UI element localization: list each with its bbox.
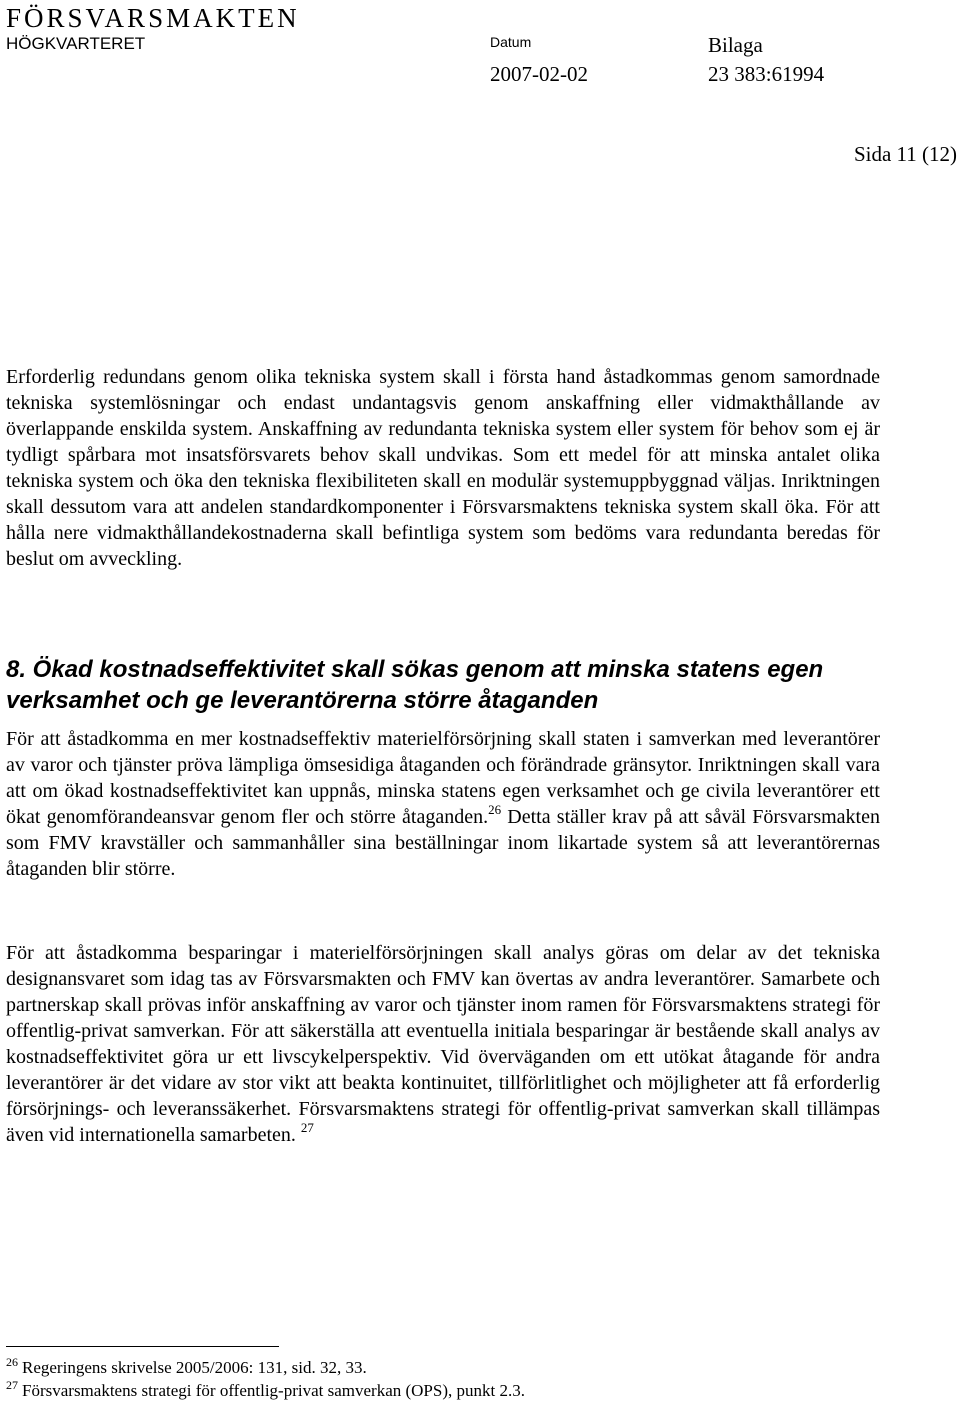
footnote-divider: [6, 1346, 279, 1347]
paragraph-savings: [6, 940, 880, 1148]
paragraph-text: Detta ställer krav på att såväl Försvarsmakten som FMV kravställer och sammanhåller sina beställningar inom likartade system så att leverantörernas åtaganden blir större.: [6, 806, 880, 880]
footnote-text: Försvarsmaktens strategi för offentlig-privat samverkan (OPS), punkt 2.3.: [22, 1381, 525, 1400]
footnotes: [6, 1356, 525, 1402]
date-label: Datum: [490, 34, 532, 50]
footnote-number: 27: [6, 1378, 18, 1392]
section-heading-8: 8. Ökad kostnadseffektivitet skall sökas genom att minska statens egen verksamhet och ge leverantörerna större åtaganden: [6, 656, 824, 714]
page-number: Sida 11 (12): [853, 142, 957, 166]
paragraph-redundancy: Erforderlig redundans genom olika tekniska system skall i första hand åstadkommas genom samordnade tekniska systemlösningar och endast undantagsvis genom anskaffning eller vidmakthållande av överlappande enskilda system. Anskaffning av redundanta tekniska system eller system för behov som ej är tydligt spårbara mot insatsförsvarets behov skall undvikas. Som ett medel för att minska antalet olika tekniska system och öka den tekniska flexibiliteten skall en modulär systemuppbyggnad väljas. Inriktningen skall dessutom vara att andelen standardkomponenter i Försvarsmaktens tekniska system skall öka. För att hålla nere vidmakthållandekostnaderna skall befintliga system som bedöms vara redundanta beredas för beslut om avveckling.: [6, 366, 880, 570]
paragraph-text: För att åstadkomma besparingar i materielförsörjningen skall analys göras om delar av det tekniska designansvaret som idag tas av Försvarsmakten och FMV kan övertas av andra leverantörer. Samarbete och partnerskap skall prövas inför anskaffning av varor och tjänster inom ramen för Försvarsmaktens strategi för offentlig-privat samverkan. För att säkerställa att eventuella initiala besparingar är bestående skall analys av kostnadseffektivitet göra ur ett livscykelperspektiv. Vid överväganden om ett utökat åtagande för andra leverantörer är det vidare av stor vikt att beakta kontinuitet, tillförlitlighet och möjligheter att få erforderlig försörjnings- och leveranssäkerhet. Försvarsmaktens strategi för offentlig-privat samverkan skall tillämpas även vid internationella samarbeten.: [6, 942, 880, 1146]
footnote-item: [6, 1379, 525, 1402]
document-date: 2007-02-02: [490, 62, 588, 86]
footnote-item: [6, 1356, 525, 1379]
footnote-text: Regeringens skrivelse 2005/2006: 131, sid. 32, 33.: [22, 1358, 367, 1377]
footnote-number: 26: [6, 1355, 18, 1369]
footnote-reference: 26: [488, 802, 502, 817]
paragraph-cost-efficiency: [6, 726, 880, 882]
paragraph-text: För att åstadkomma en mer kostnadseffektiv materielförsörjning skall staten i samverkan med leverantörer av varor och tjänster pröva lämpliga ömsesidiga åtaganden och förändrade gränsytor. Inriktningen skall vara att om ökad kostnadseffektivitet kan uppnås, minska statens egen verksamhet och ge civila leverantörer ett ökat genomförandeansvar genom fler och större åtaganden.: [6, 728, 880, 828]
reference-number: 23 383:61994: [708, 62, 825, 86]
organization-name: FÖRSVARSMAKTEN: [6, 3, 300, 33]
attachment-label: Bilaga: [708, 33, 763, 57]
organization-unit: HÖGKVARTERET: [6, 34, 146, 53]
footnote-reference: 27: [300, 1120, 314, 1135]
